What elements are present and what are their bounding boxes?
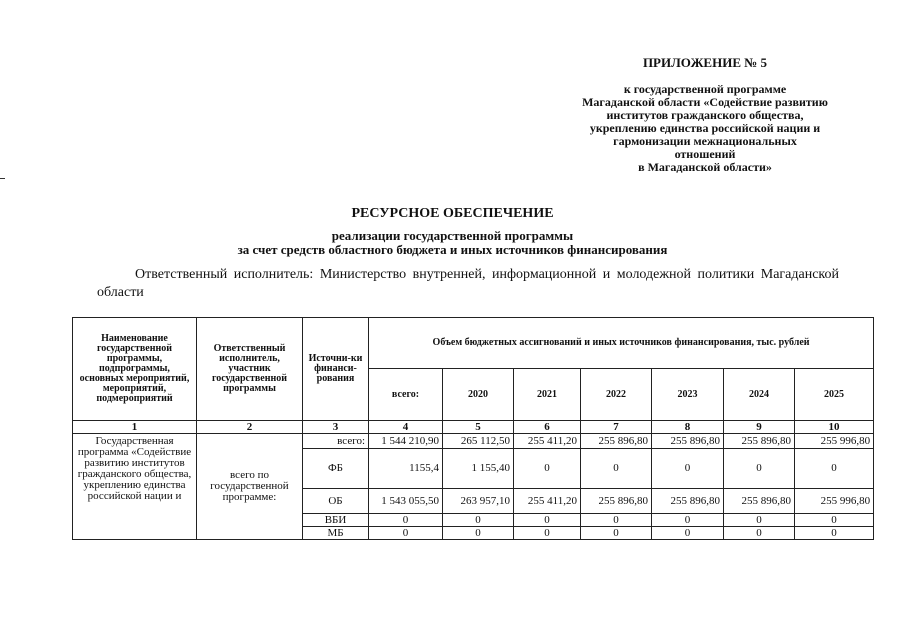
column-number: 6: [514, 421, 581, 434]
value-cell: 0: [369, 527, 443, 540]
appendix-line: к государственной программе: [623, 82, 787, 96]
header-year: 2023: [652, 369, 724, 421]
value-cell: 263 957,10: [443, 489, 514, 514]
source-cell: МБ: [303, 527, 369, 540]
header-year: 2025: [795, 369, 874, 421]
column-number: 10: [795, 421, 874, 434]
value-cell: 255 896,80: [581, 434, 652, 449]
appendix-line: отношений: [674, 147, 736, 161]
value-cell: 0: [514, 514, 581, 527]
source-cell: ОБ: [303, 489, 369, 514]
header-year: 2022: [581, 369, 652, 421]
value-cell: 255 996,80: [795, 434, 874, 449]
program-executor-cell: всего по государственной программе:: [197, 434, 303, 540]
source-cell: ВБИ: [303, 514, 369, 527]
value-cell: 255 896,80: [724, 434, 795, 449]
value-cell: 255 996,80: [795, 489, 874, 514]
header-executor: Ответственный исполнитель, участник государственной программы: [197, 318, 303, 421]
column-number: 5: [443, 421, 514, 434]
header-year: 2020: [443, 369, 514, 421]
value-cell: 1 543 055,50: [369, 489, 443, 514]
value-cell: 255 896,80: [652, 489, 724, 514]
value-cell: 0: [724, 527, 795, 540]
column-number: 1: [73, 421, 197, 434]
document-title: РЕСУРСНОЕ ОБЕСПЕЧЕНИЕ: [351, 206, 554, 221]
header-year: 2024: [724, 369, 795, 421]
appendix-line: в Магаданской области»: [638, 160, 772, 174]
value-cell: 0: [514, 527, 581, 540]
value-cell: 255 896,80: [652, 434, 724, 449]
column-number: 7: [581, 421, 652, 434]
header-name: Наименование государственной программы, подпрограммы, основных мероприятий, мероприятий, подмероприятий: [73, 318, 197, 421]
column-number: 2: [197, 421, 303, 434]
appendix-line: гармонизации межнациональных: [613, 134, 797, 148]
value-cell: 255 896,80: [581, 489, 652, 514]
value-cell: 0: [795, 527, 874, 540]
value-cell: 1 544 210,90: [369, 434, 443, 449]
source-cell: всего:: [303, 434, 369, 449]
appendix-title: ПРИЛОЖЕНИЕ № 5: [642, 55, 768, 70]
margin-mark: [0, 178, 5, 179]
appendix-line: институтов гражданского общества,: [606, 108, 804, 122]
value-cell: 265 112,50: [443, 434, 514, 449]
column-number: 4: [369, 421, 443, 434]
value-cell: 0: [581, 449, 652, 489]
value-cell: 255 411,20: [514, 489, 581, 514]
header-volume: Объем бюджетных ассигнований и иных источников финансирования, тыс. рублей: [369, 318, 874, 369]
header-year: 2021: [514, 369, 581, 421]
subtitle-line: реализации государственной программы: [331, 228, 574, 243]
appendix-line: укреплению единства российской нации и: [589, 121, 821, 135]
value-cell: 1155,4: [369, 449, 443, 489]
value-cell: 0: [369, 514, 443, 527]
column-number-row: [73, 421, 874, 434]
header-source: Источни-ки финанси-рования: [303, 318, 369, 421]
value-cell: 0: [443, 527, 514, 540]
header-total: всего:: [369, 369, 443, 421]
value-cell: 0: [652, 449, 724, 489]
appendix-block: [520, 56, 890, 174]
value-cell: 1 155,40: [443, 449, 514, 489]
document-subtitle: [0, 229, 905, 257]
value-cell: 0: [514, 449, 581, 489]
resource-table: [72, 317, 874, 540]
value-cell: 0: [581, 527, 652, 540]
column-number: 3: [303, 421, 369, 434]
value-cell: 0: [724, 449, 795, 489]
value-cell: 0: [652, 514, 724, 527]
value-cell: 0: [724, 514, 795, 527]
value-cell: 255 896,80: [724, 489, 795, 514]
value-cell: 0: [795, 514, 874, 527]
value-cell: 0: [652, 527, 724, 540]
value-cell: 0: [443, 514, 514, 527]
source-cell: ФБ: [303, 449, 369, 489]
table-row: [73, 434, 874, 449]
value-cell: 255 411,20: [514, 434, 581, 449]
column-number: 8: [652, 421, 724, 434]
value-cell: 0: [581, 514, 652, 527]
program-name-cell: Государственная программа «Содействие развитию институтов гражданского общества, укреплению единства российской нации и: [73, 434, 197, 540]
value-cell: 0: [795, 449, 874, 489]
column-number: 9: [724, 421, 795, 434]
responsible-executor: Ответственный исполнитель: Министерство внутренней, информационной и молодежной политики Магаданской области: [97, 267, 839, 300]
appendix-line: Магаданской области «Содействие развитию: [582, 95, 828, 109]
subtitle-line: за счет средств областного бюджета и иных источников финансирования: [237, 242, 668, 257]
